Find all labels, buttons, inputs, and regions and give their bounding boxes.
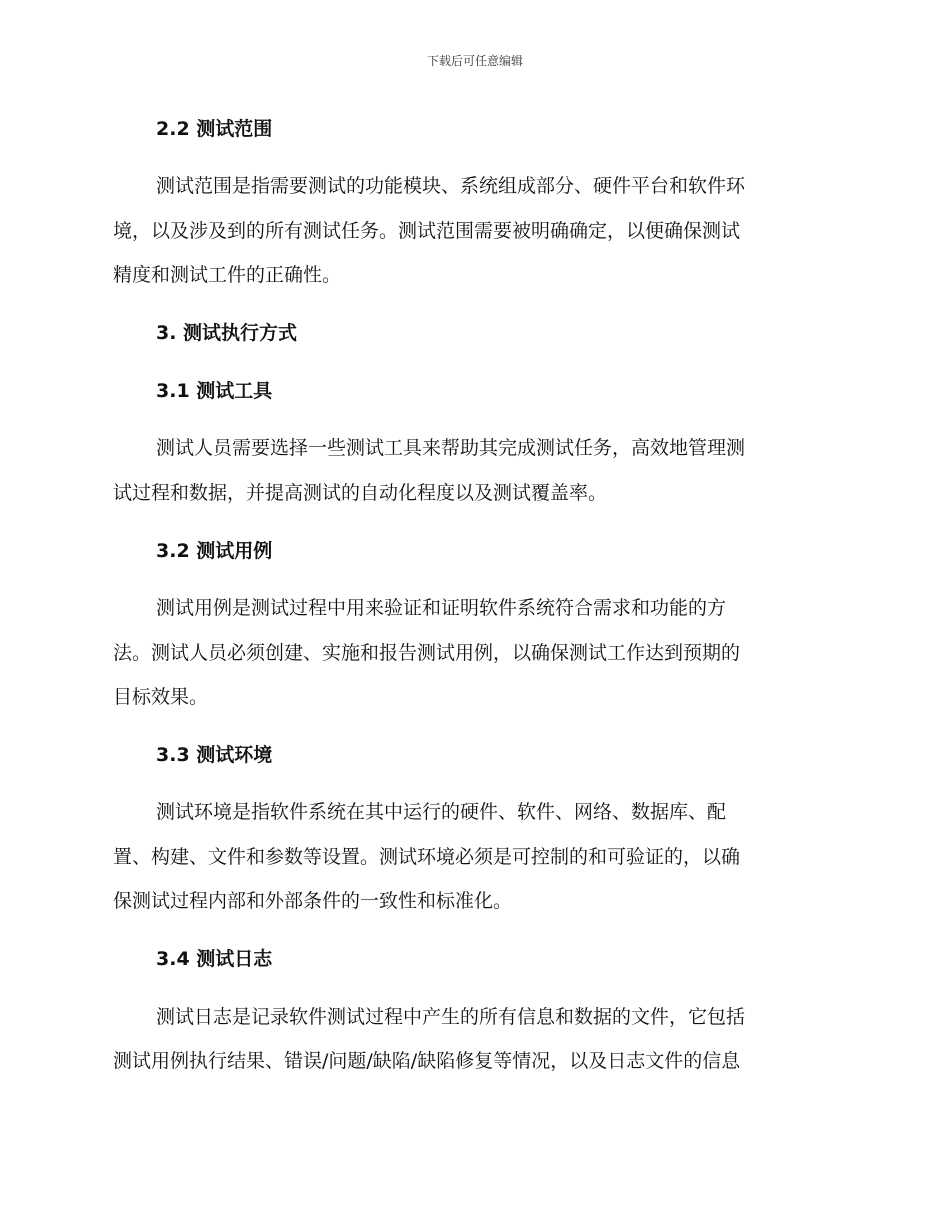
paragraph-line: 置、构建、文件和参数等设置。测试环境必须是可控制的和可验证的，以确 (113, 846, 741, 868)
paragraph-line: 测试用例执行结果、错误/问题/缺陷/缺陷修复等情况，以及日志文件的信息 (113, 1050, 741, 1072)
section-heading-2-2: 2.2 测试范围 (156, 118, 273, 140)
paragraph-line: 精度和测试工件的正确性。 (113, 264, 342, 286)
paragraph-line: 试过程和数据，并提高测试的自动化程度以及测试覆盖率。 (113, 482, 608, 504)
section-heading-3-4: 3.4 测试日志 (156, 948, 273, 970)
paragraph-line: 保测试过程内部和外部条件的一致性和标准化。 (113, 890, 513, 912)
paragraph-line: 测试范围是指需要测试的功能模块、系统组成部分、硬件平台和软件环 (156, 175, 746, 197)
section-heading-3-1: 3.1 测试工具 (156, 380, 273, 402)
section-heading-3-2: 3.2 测试用例 (156, 540, 273, 562)
page-header: 下载后可任意编辑 (426, 54, 523, 68)
paragraph-line: 测试用例是测试过程中用来验证和证明软件系统符合需求和功能的方 (156, 597, 727, 619)
paragraph-line: 测试日志是记录软件测试过程中产生的所有信息和数据的文件，它包括 (156, 1006, 746, 1028)
section-heading-3: 3. 测试执行方式 (156, 322, 298, 344)
paragraph-line: 测试人员需要选择一些测试工具来帮助其完成测试任务，高效地管理测 (156, 437, 746, 459)
paragraph-line: 测试环境是指软件系统在其中运行的硬件、软件、网络、数据库、配 (156, 801, 727, 823)
paragraph-line: 目标效果。 (113, 686, 209, 708)
paragraph-line: 法。测试人员必须创建、实施和报告测试用例，以确保测试工作达到预期的 (113, 642, 741, 664)
paragraph-line: 境，以及涉及到的所有测试任务。测试范围需要被明确确定，以便确保测试 (113, 220, 741, 242)
section-heading-3-3: 3.3 测试环境 (156, 744, 273, 766)
